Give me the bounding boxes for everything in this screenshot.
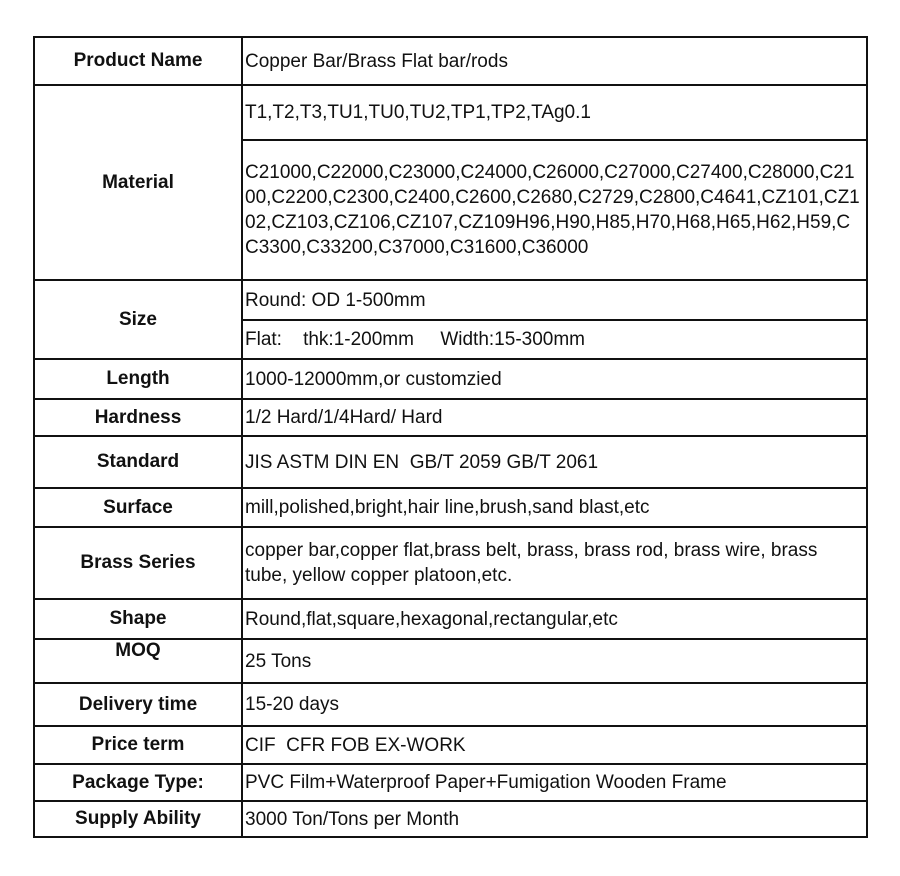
length-value: 1000-12000mm,or customzied bbox=[242, 359, 867, 399]
surface-label: Surface bbox=[34, 488, 242, 527]
surface-value: mill,polished,bright,hair line,brush,sand blast,etc bbox=[242, 488, 867, 527]
package-type-value: PVC Film+Waterproof Paper+Fumigation Wooden Frame bbox=[242, 764, 867, 801]
standard-value: JIS ASTM DIN EN GB/T 2059 GB/T 2061 bbox=[242, 436, 867, 488]
table-row-price-term bbox=[34, 726, 867, 764]
delivery-time-value: 15-20 days bbox=[242, 683, 867, 726]
supply-ability-value: 3000 Ton/Tons per Month bbox=[242, 801, 867, 837]
brass-series-label: Brass Series bbox=[34, 527, 242, 599]
supply-ability-label: Supply Ability bbox=[34, 801, 242, 837]
hardness-value: 1/2 Hard/1/4Hard/ Hard bbox=[242, 399, 867, 436]
table-row-moq bbox=[34, 639, 867, 683]
table-row-package-type bbox=[34, 764, 867, 801]
shape-value: Round,flat,square,hexagonal,rectangular,etc bbox=[242, 599, 867, 639]
moq-label: MOQ bbox=[34, 639, 242, 683]
table-row-surface bbox=[34, 488, 867, 527]
hardness-label: Hardness bbox=[34, 399, 242, 436]
moq-value: 25 Tons bbox=[242, 639, 867, 683]
table-row-product-name bbox=[34, 37, 867, 85]
product-name-value: Copper Bar/Brass Flat bar/rods bbox=[242, 37, 867, 85]
table-row-shape bbox=[34, 599, 867, 639]
table-row-size-round bbox=[34, 280, 867, 320]
table-row-length bbox=[34, 359, 867, 399]
shape-label: Shape bbox=[34, 599, 242, 639]
price-term-value: CIF CFR FOB EX-WORK bbox=[242, 726, 867, 764]
length-label: Length bbox=[34, 359, 242, 399]
size-label: Size bbox=[34, 280, 242, 359]
package-type-label: Package Type: bbox=[34, 764, 242, 801]
product-spec-table bbox=[33, 36, 868, 838]
size-flat-value: Flat: thk:1-200mm Width:15-300mm bbox=[242, 320, 867, 359]
delivery-time-label: Delivery time bbox=[34, 683, 242, 726]
table-row-hardness bbox=[34, 399, 867, 436]
material-value-2: C21000,C22000,C23000,C24000,C26000,C27000,C27400,C28000,C2100,C2200,C2300,C2400,C2600,C2680,C2729,C2800,C4641,CZ101,CZ102,CZ103,CZ106,CZ107,CZ109H96,H90,H85,H70,H68,H65,H62,H59,CC3300,C33200,C37000,C31600,C36000 bbox=[242, 140, 867, 280]
table-row-supply-ability bbox=[34, 801, 867, 837]
price-term-label: Price term bbox=[34, 726, 242, 764]
product-name-label: Product Name bbox=[34, 37, 242, 85]
brass-series-value: copper bar,copper flat,brass belt, brass, brass rod, brass wire, brass tube, yellow copper platoon,etc. bbox=[242, 527, 867, 599]
table-row-delivery-time bbox=[34, 683, 867, 726]
table-row-brass-series bbox=[34, 527, 867, 599]
material-label: Material bbox=[34, 85, 242, 280]
table-row-material-1 bbox=[34, 85, 867, 140]
table-row-standard bbox=[34, 436, 867, 488]
standard-label: Standard bbox=[34, 436, 242, 488]
material-value-1: T1,T2,T3,TU1,TU0,TU2,TP1,TP2,TAg0.1 bbox=[242, 85, 867, 140]
size-round-value: Round: OD 1-500mm bbox=[242, 280, 867, 320]
